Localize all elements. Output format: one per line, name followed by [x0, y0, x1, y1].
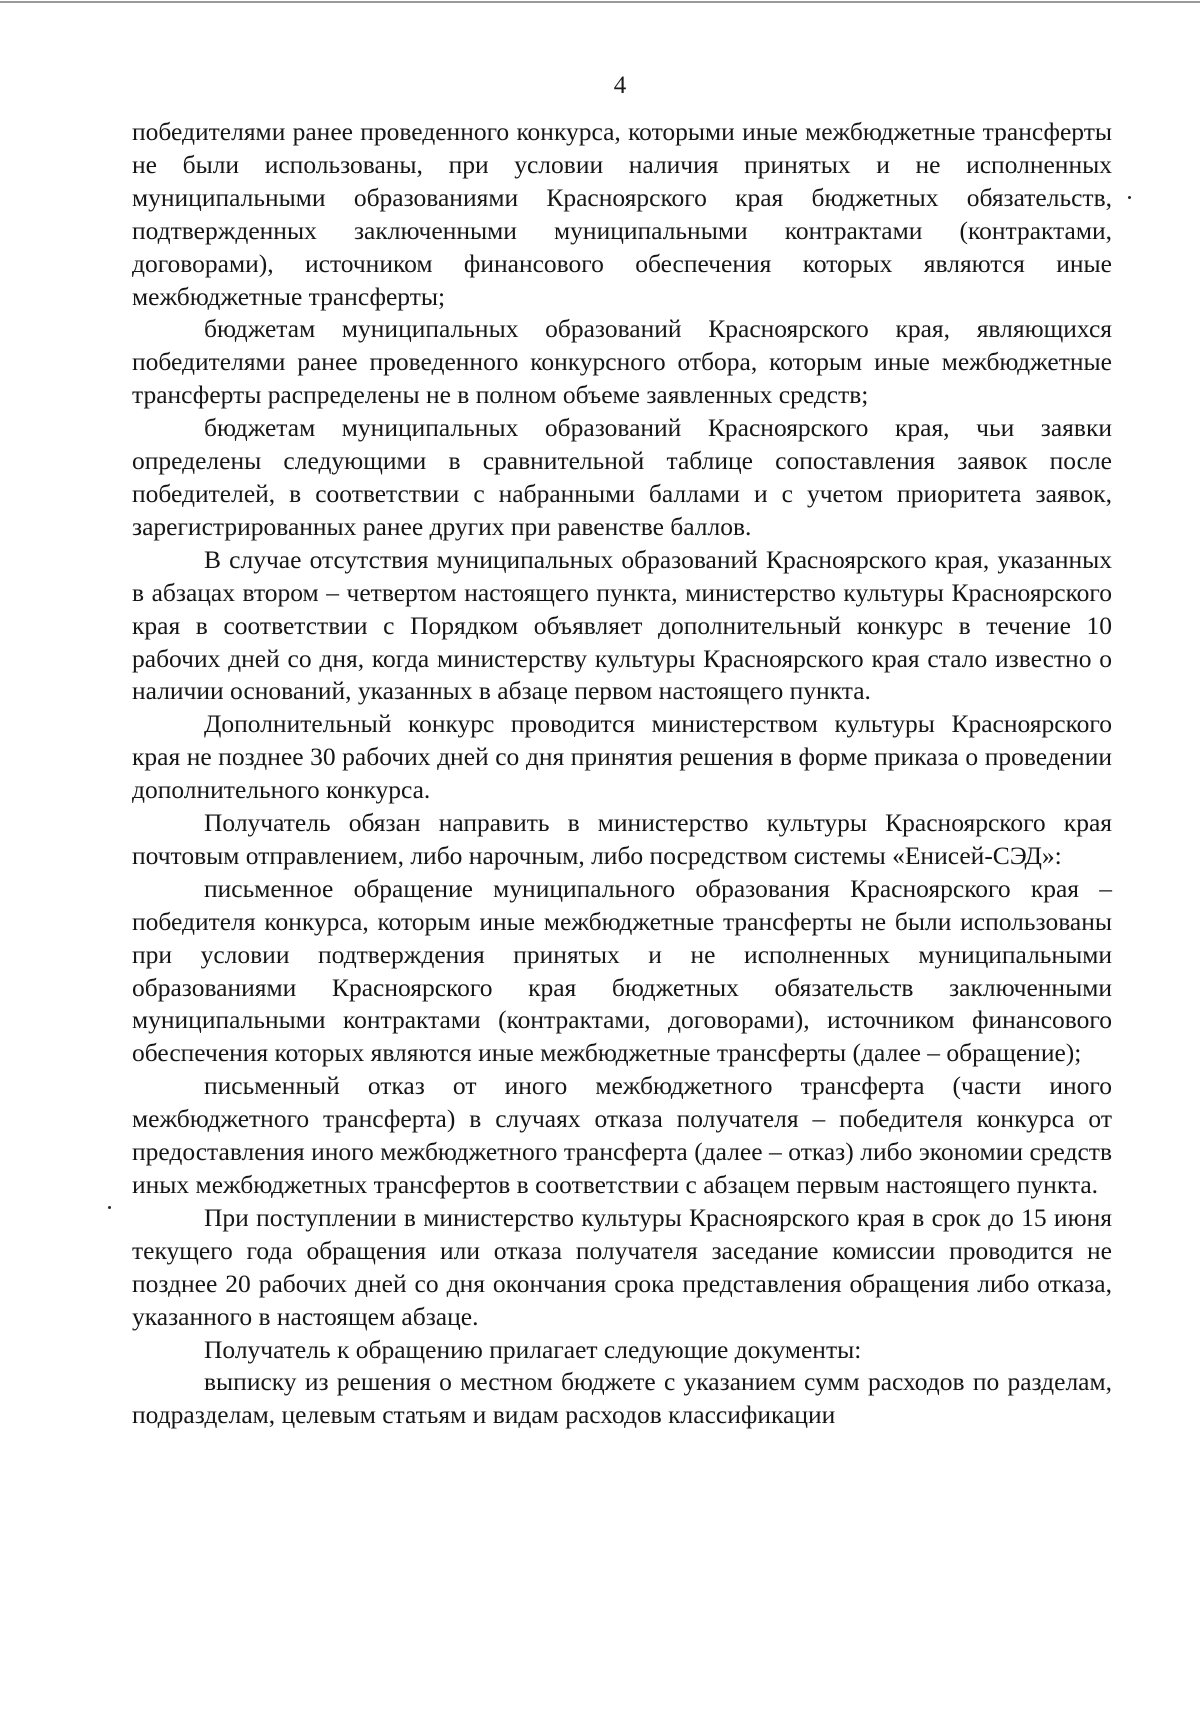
paragraph-8: письменный отказ от иного межбюджетного трансферта (части иного межбюджетного трансферта) в случаях отказа получателя – победителя конкурса от предоставления иного межбюджетного трансферта (далее – отказ) либо экономии средств иных межбюджетных трансфертов в соответствии с абзацем первым настоящего пункта.	[132, 1071, 1112, 1199]
paragraph-2: бюджетам муниципальных образований Красноярского края, являющихся победителями ранее проведенного конкурсного отбора, которым иные межбюджетные трансферты распределены не в полном объеме заявленных средств;	[132, 314, 1112, 410]
paragraph-11: выписку из решения о местном бюджете с указанием сумм расходов по разделам, подразделам, целевым статьям и видам расходов классификации	[132, 1367, 1112, 1430]
page-number: 4	[613, 72, 627, 99]
paragraph-6: Получатель обязан направить в министерство культуры Красноярского края почтовым отправлением, либо нарочным, либо посредством системы «Енисей-СЭД»:	[132, 808, 1112, 870]
scan-speck	[108, 1206, 111, 1209]
paragraph-7: письменное обращение муниципального образования Красноярского края – победителя конкурса, которым иные межбюджетные трансферты не были использованы при условии подтверждения принятых и не исполненных муниципальными образованиями Красноярского края бюджетных обязательств заключенными муниципальными контрактами (контрактами, договорами), источником финансового обеспечения которых являются иные межбюджетные трансферты (далее – обращение);	[132, 873, 1112, 1068]
scan-top-edge	[0, 1, 1200, 3]
paragraph-1: победителями ранее проведенного конкурса, которыми иные межбюджетные трансферты не были использованы, при условии наличия принятых и не исполненных муниципальными образованиями Красноярского края бюджетных обязательств, подтвержденных заключенными муниципальными контрактами (контрактами, договорами), источником финансового обеспечения которых являются иные межбюджетные трансферты;	[132, 117, 1112, 311]
paragraph-9: При поступлении в министерство культуры Красноярского края в срок до 15 июня текущего года обращения или отказа получателя заседание комиссии проводится не позднее 20 рабочих дней со дня окончания срока представления обращения либо отказа, указанного в настоящем абзаце.	[132, 1202, 1112, 1331]
paragraph-4: В случае отсутствия муниципальных образований Красноярского края, указанных в абзацах втором – четвертом настоящего пункта, министерство культуры Красноярского края в соответствии с Порядком объявляет дополнительный конкурс в течение 10 рабочих дней со дня, когда министерству культуры Красноярского края стало известно о наличии оснований, указанных в абзаце первом настоящего пункта.	[132, 544, 1112, 706]
paragraph-10: Получатель к обращению прилагает следующие документы:	[204, 1334, 862, 1364]
paragraph-3: бюджетам муниципальных образований Красноярского края, чьи заявки определены следующими в сравнительной таблице сопоставления заявок после победителей, в соответствии с набранными баллами и с учетом приоритета заявок, зарегистрированных ранее других при равенстве баллов.	[132, 413, 1112, 541]
scan-speck	[1128, 196, 1131, 199]
document-body	[132, 116, 1112, 1432]
paragraph-5: Дополнительный конкурс проводится министерством культуры Красноярского края не позднее 30 рабочих дней со дня принятия решения в форме приказа о проведении дополнительного конкурса.	[132, 709, 1112, 805]
